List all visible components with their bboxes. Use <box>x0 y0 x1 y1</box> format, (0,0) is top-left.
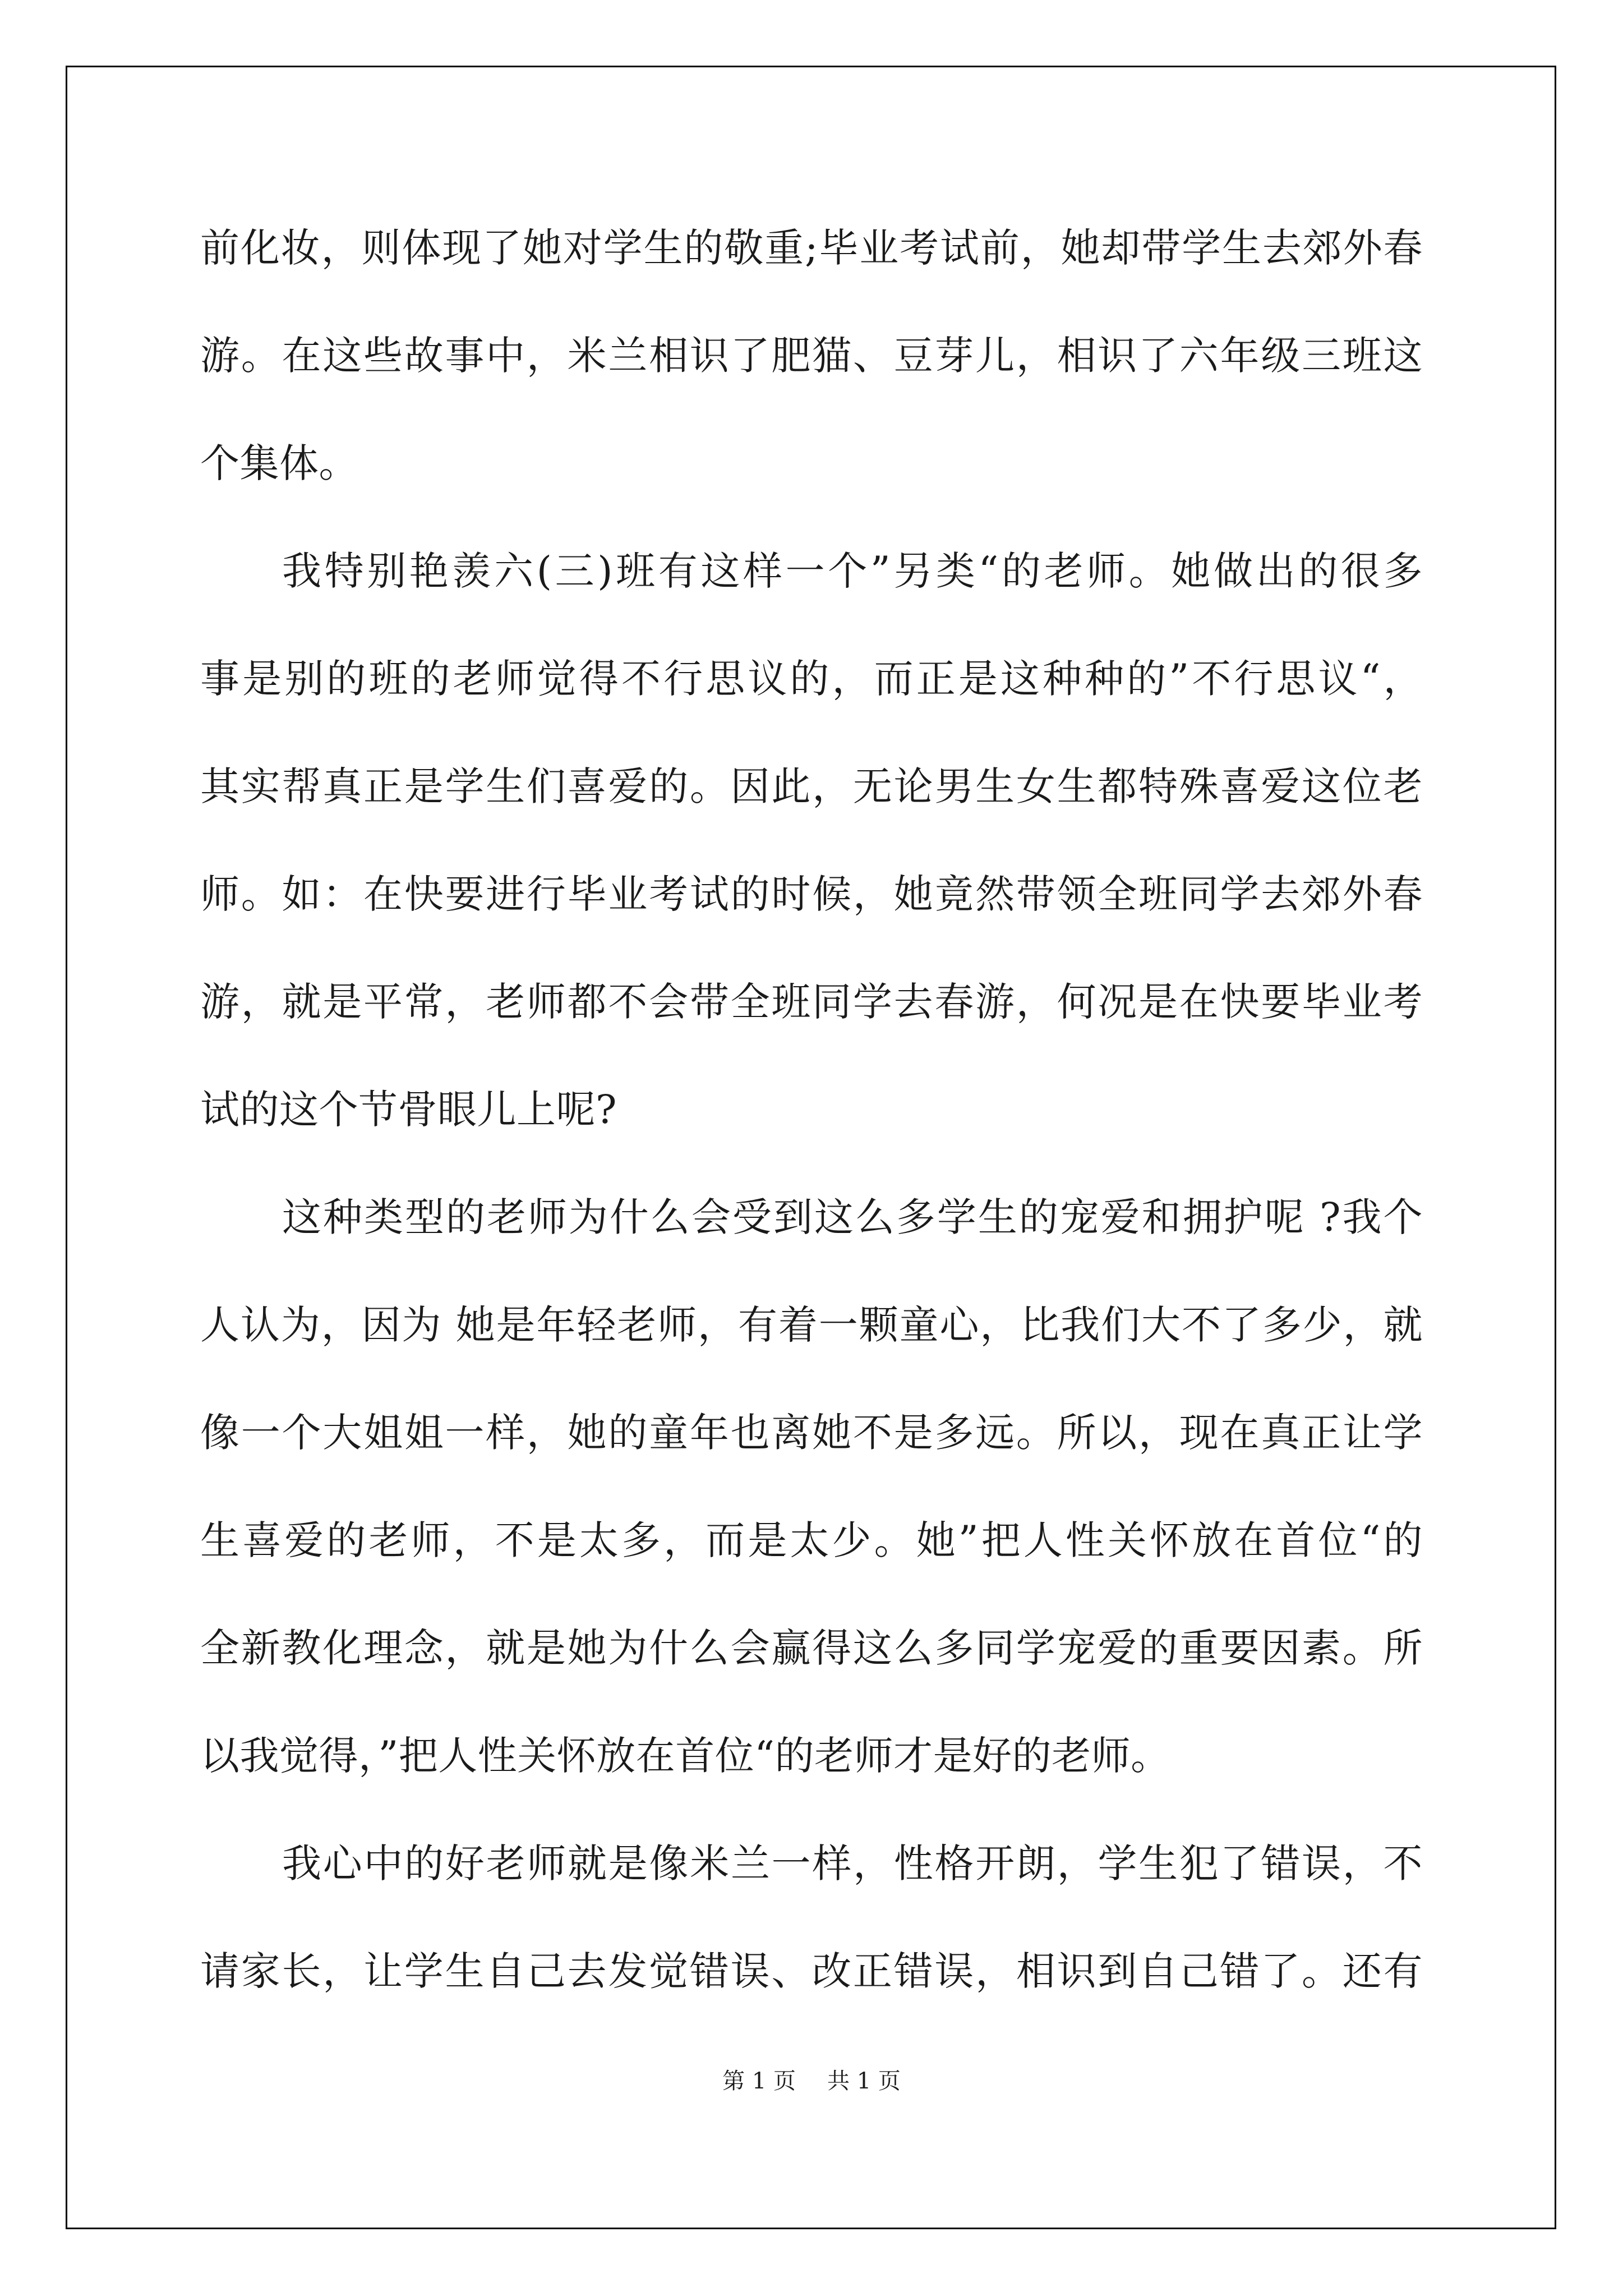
text-line: 个集体。 <box>200 440 358 486</box>
text-line: 我特别艳羡六(三)班有这样一个”另类“的老师。她做出的很多 <box>282 548 1423 594</box>
page-total: 共 1 页 <box>827 2068 901 2094</box>
text-line: 以我觉得，”把人性关怀放在首位“的老师才是好的老师。 <box>200 1733 1170 1779</box>
text-line: 游，就是平常，老师都不会带全班同学去春游，何况是在快要毕业考 <box>200 979 1423 1025</box>
text-line: 像一个大姐姐一样，她的童年也离她不是多远。所以，现在真正让学 <box>200 1410 1423 1456</box>
text-line: 全新教化理念，就是她为什么会赢得这么多同学宠爱的重要因素。所 <box>200 1625 1423 1671</box>
text-line: 事是别的班的老师觉得不行思议的，而正是这种种的”不行思议“， <box>200 656 1423 702</box>
text-line: 前化妆，则体现了她对学生的敬重;毕业考试前，她却带学生去郊外春 <box>200 225 1423 271</box>
text-line: 请家长，让学生自己去发觉错误、改正错误，相识到自己错了。还有 <box>200 1948 1423 1994</box>
text-line: 人认为，因为 她是年轻老师，有着一颗童心，比我们大不了多少，就 <box>200 1302 1423 1348</box>
page-number: 第 1 页 <box>722 2068 796 2094</box>
page-border <box>66 66 1556 2229</box>
text-line: 游。在这些故事中，米兰相识了肥猫、豆芽儿，相识了六年级三班这 <box>200 333 1423 379</box>
text-line: 我心中的好老师就是像米兰一样，性格开朗，学生犯了错误，不 <box>282 1841 1423 1887</box>
text-line: 试的这个节骨眼儿上呢? <box>200 1087 617 1133</box>
page-footer <box>0 2064 1623 2098</box>
text-line: 师。如：在快要进行毕业考试的时候，她竟然带领全班同学去郊外春 <box>200 871 1423 917</box>
text-line: 生喜爱的老师，不是太多，而是太少。她”把人性关怀放在首位“的 <box>200 1517 1423 1563</box>
text-line: 这种类型的老师为什么会受到这么多学生的宠爱和拥护呢 ?我个 <box>282 1194 1423 1240</box>
text-line: 其实帮真正是学生们喜爱的。因此，无论男生女生都特殊喜爱这位老 <box>200 763 1423 809</box>
